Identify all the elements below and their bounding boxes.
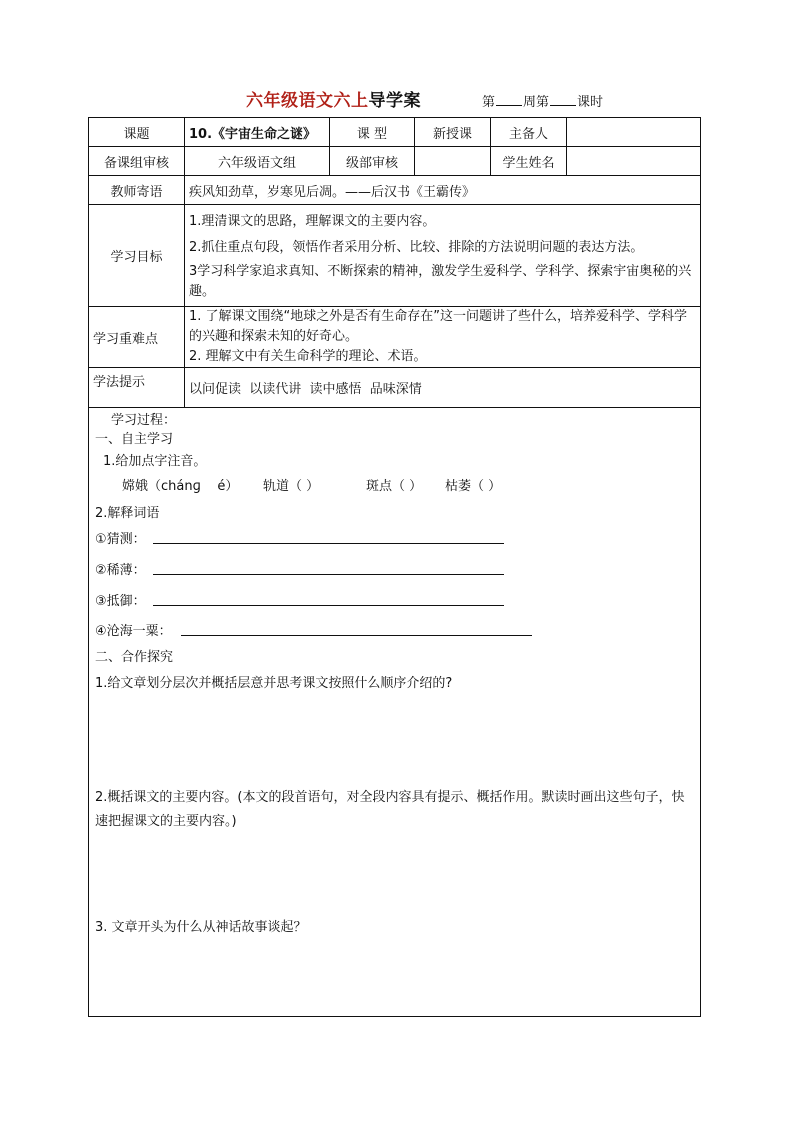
week-period-line [482, 91, 603, 110]
goal-item: 3学习科学家追求真知、不断探索的精神，激发学生爱科学、学科学、探索宇宙奥秘的兴趣。 [189, 264, 692, 299]
row-goals [89, 205, 701, 307]
question-pinyin: 1.给加点字注音。 [103, 454, 207, 469]
term-label: ②稀薄： [95, 563, 146, 578]
word-item: 斑点（ ） [366, 479, 423, 494]
process-heading: 学习过程： [111, 413, 177, 428]
value-dept-review[interactable] [415, 147, 491, 176]
week-mid: 周第 [523, 95, 550, 110]
label-teacher-message: 教师寄语 [89, 176, 185, 205]
label-keypoints: 学习重难点 [89, 307, 185, 368]
week-prefix: 第 [482, 95, 496, 110]
word-item: 枯萎（ ） [445, 479, 502, 494]
row-review [89, 147, 701, 176]
answer-line[interactable] [153, 543, 504, 544]
row-topic [89, 118, 701, 147]
title-grade: 六年级 [246, 91, 299, 111]
goals-list [185, 205, 701, 307]
row-teacher-message [89, 176, 701, 205]
word-item: 轨道（ ） [263, 479, 320, 494]
goal-item: 1.理清课文的思路，理解课文的主要内容。 [189, 214, 436, 229]
section-cooperative: 二、合作探究 [95, 650, 174, 665]
label-topic: 课题 [89, 118, 185, 147]
word-item: 嫦娥（chánɡ é） [122, 479, 239, 494]
process-area [89, 408, 701, 1017]
value-method: 以问促读 以读代讲 读中感悟 品味深情 [185, 368, 701, 408]
week-suffix: 课时 [577, 95, 604, 110]
label-dept-review: 级部审核 [330, 147, 415, 176]
week-blank[interactable] [496, 94, 522, 106]
keypoints-list [185, 307, 701, 368]
answer-line[interactable] [181, 635, 532, 636]
question-explain: 2.解释词语 [95, 506, 160, 521]
term-label: ④沧海一粟： [95, 624, 172, 639]
value-topic: 10.《宇宙生命之谜》 [185, 118, 330, 147]
label-method: 学法提示 [89, 368, 185, 408]
value-lesson-type: 新授课 [415, 118, 491, 147]
goal-item: 2.抓住重点句段，领悟作者采用分析、比较、排除的方法说明问题的表达方法。 [189, 240, 644, 255]
row-process [89, 408, 701, 1017]
page-header [0, 86, 794, 112]
question-myth: 3. 文章开头为什么从神话故事谈起？ [95, 920, 307, 935]
page-title [246, 86, 421, 111]
lesson-plan-table [88, 117, 701, 1017]
answer-line[interactable] [153, 605, 504, 606]
question-summary: 2.概括课文的主要内容。(本文的段首语句，对全段内容具有提示、概括作用。默读时画出这些句子，快速把握课文的主要内容。) [95, 790, 685, 829]
label-student-name: 学生姓名 [491, 147, 567, 176]
answer-line[interactable] [153, 574, 504, 575]
term-label: ①猜测： [95, 532, 146, 547]
title-subject: 语文六上 [298, 91, 369, 111]
section-self-study: 一、自主学习 [95, 432, 174, 447]
value-teacher-message: 疾风知劲草，岁寒见后凋。——后汉书《王霸传》 [185, 176, 701, 205]
value-student-name[interactable] [567, 147, 701, 176]
label-goals: 学习目标 [89, 205, 185, 307]
term-label: ③抵御： [95, 594, 146, 609]
value-group-review: 六年级语文组 [185, 147, 330, 176]
value-preparer[interactable] [567, 118, 701, 147]
label-group-review: 备课组审核 [89, 147, 185, 176]
keypoint-item: 2. 理解文中有关生命科学的理论、术语。 [189, 349, 427, 364]
label-preparer: 主备人 [491, 118, 567, 147]
label-lesson-type: 课 型 [330, 118, 415, 147]
row-keypoints [89, 307, 701, 368]
row-method [89, 368, 701, 408]
period-blank[interactable] [550, 94, 576, 106]
question-structure: 1.给文章划分层次并概括层意并思考课文按照什么顺序介绍的? [95, 676, 453, 691]
keypoint-item: 1. 了解课文围绕“地球之外是否有生命存在”这一问题讲了些什么，培养爱科学、学科学的兴趣和探索未知的好奇心。 [189, 309, 688, 344]
title-doc-type: 导学案 [368, 91, 421, 111]
